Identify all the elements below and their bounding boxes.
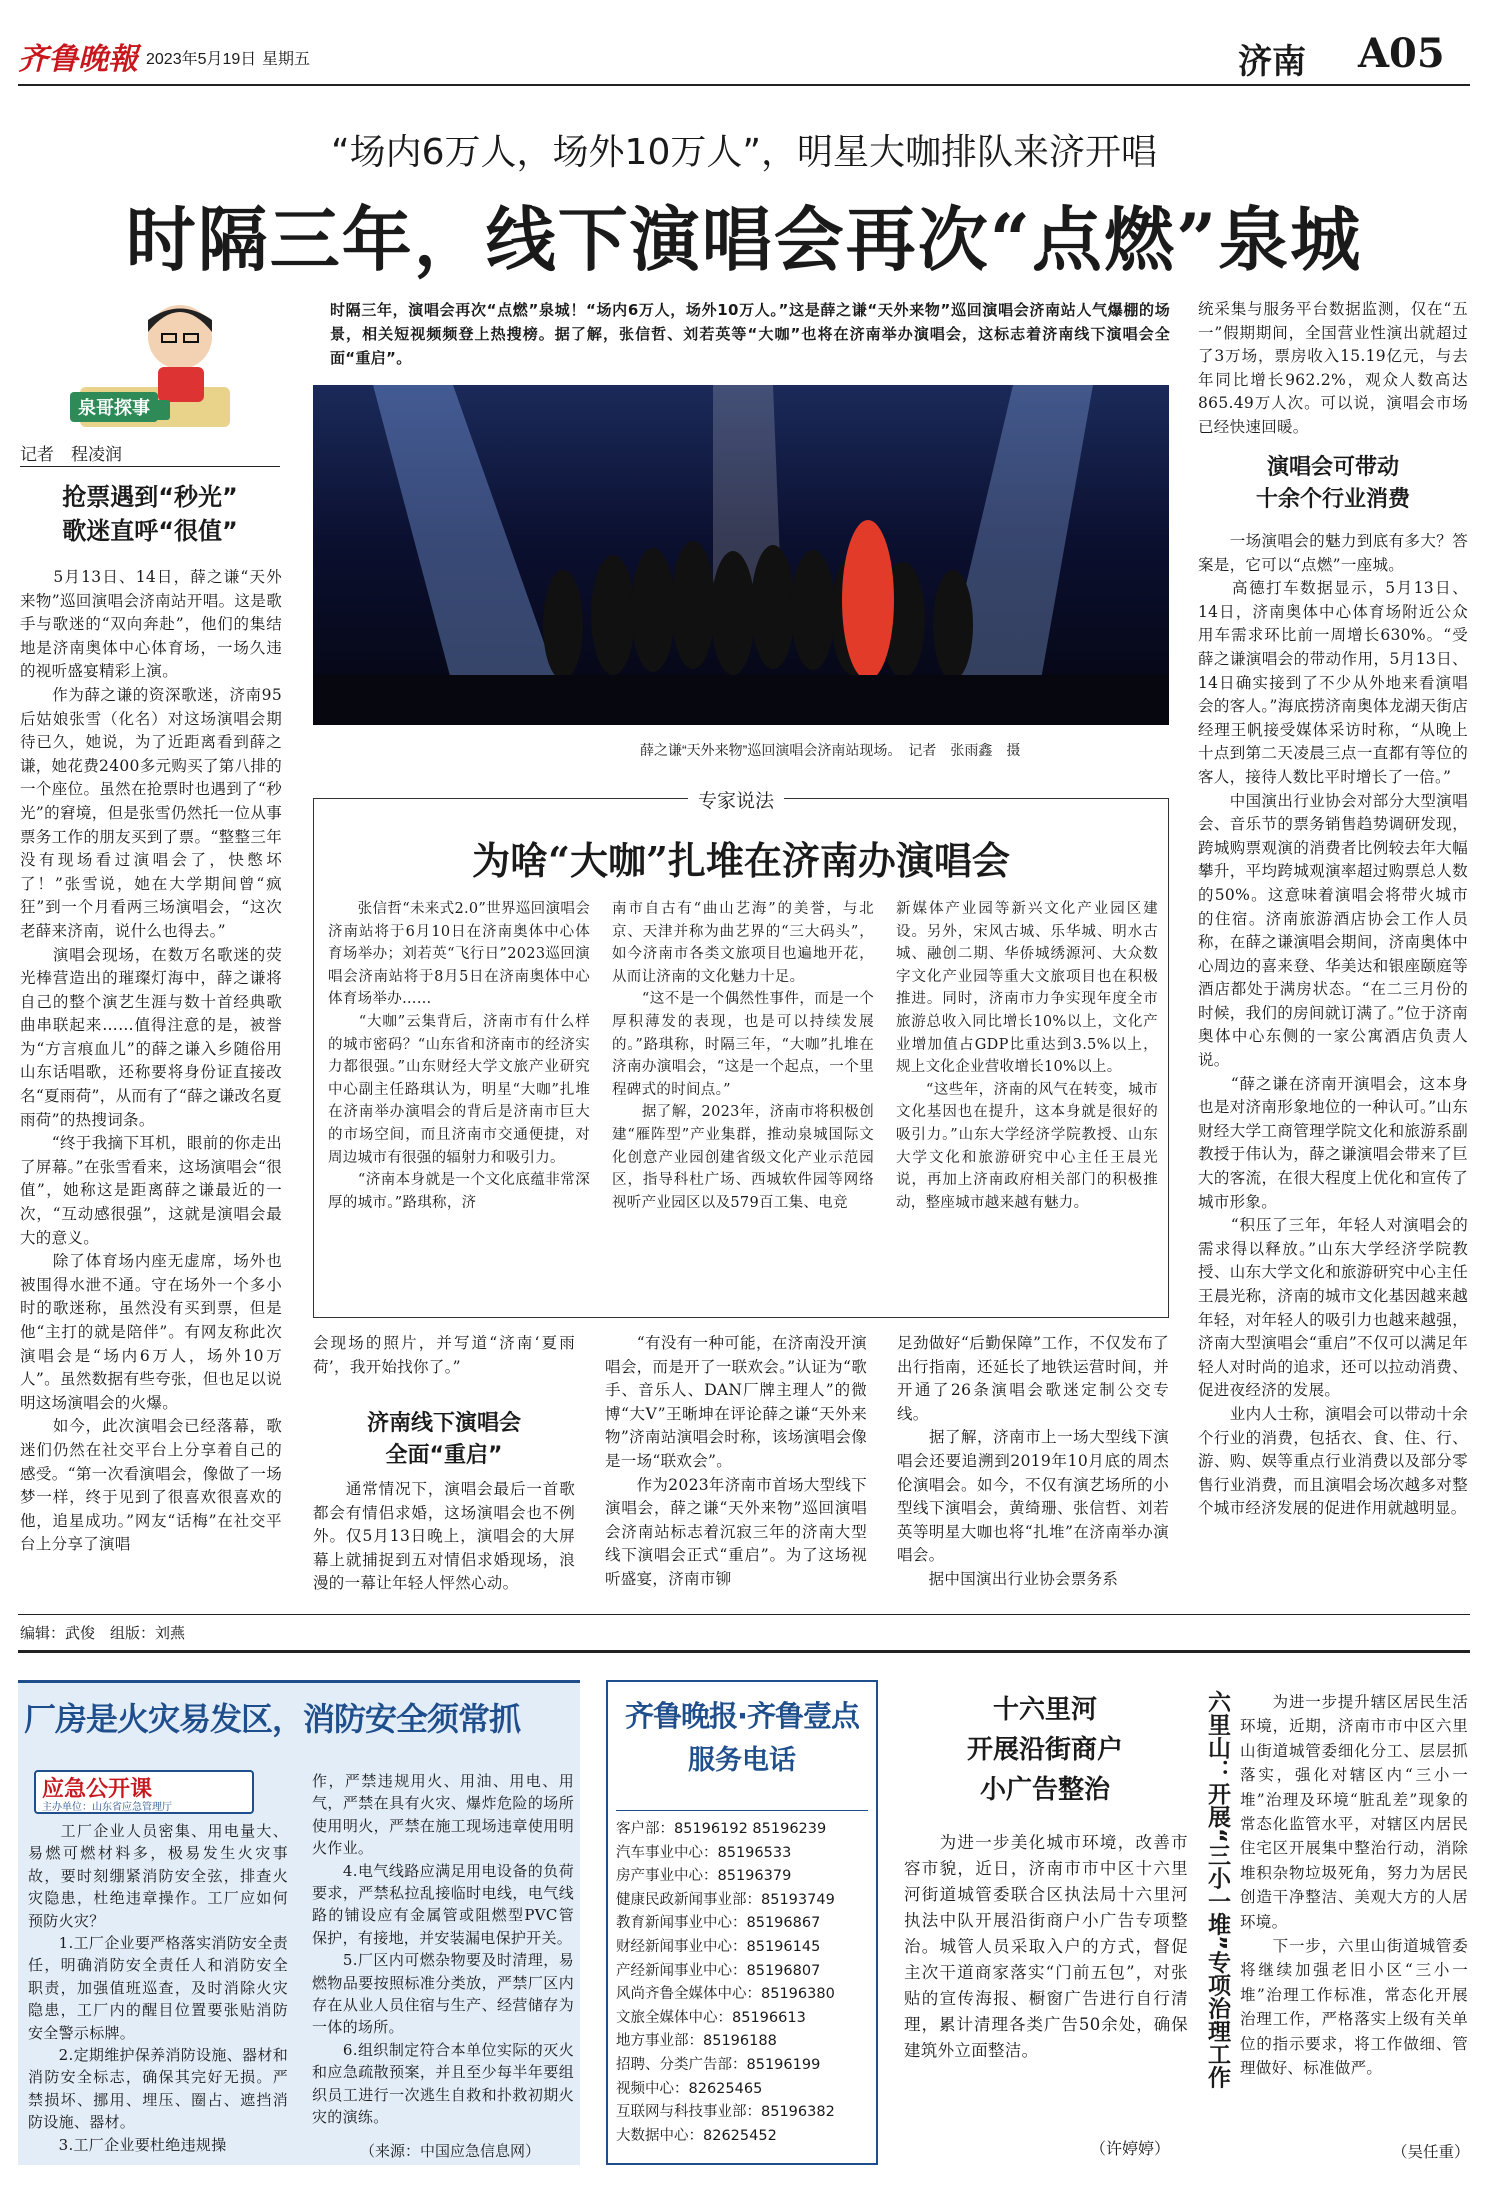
article-lead: 时隔三年，演唱会再次“点燃”泉城！“场内6万人，场外10万人。”这是薛之谦“天外来物”巡回演唱会济南站人气爆棚的场景，相关短视频频登上热搜榜。据了解，张信哲、刘若英等“大咖”也将在济南举办演唱会，这标志着济南线下演唱会全面“重启”。 [330, 301, 1170, 367]
service-line [616, 1842, 876, 1866]
service-label: 汽车事业中心： [616, 1844, 718, 1861]
service-number: 82625465 [688, 2080, 763, 2097]
expert-col-3: 新媒体产业园等新兴文化产业园区建设。另外，宋风古城、乐华城、明水古城、融创二期、华侨城绣源河、大众数字文化产业园等重大文旅项目也在积极推进。同时，济南市力争实现年度全市旅游总收入同比增长10%以上，文化产业增加值占GDP比重达到3.5%以上，规上文化企业营收增长10%以上。 “这些年，济南的风气在转变，城市文化基因也在提升，这本身就是很好的吸引力。”山东大学经济学院教授、山东大学文化和旅游研究中心主任王晨光说，再加上济南政府相关部门的积极推动，整座城市越来越有魅力。 [896, 901, 1158, 1211]
photo-caption: 薛之谦“天外来物”巡回演唱会济南站现场。 记者 张雨鑫 摄 [640, 742, 1021, 758]
service-number: 85196867 [746, 1915, 821, 1932]
column-two-body: 通常情况下，演唱会最后一首歌都会有情侣求婚，这场演唱会也不例外。仅5月13日晚上，演唱会的大屏幕上就捕捉到五对情侣求婚现场，浪漫的一幕让年轻人怦然心动。 [313, 1480, 575, 1593]
service-line [616, 1865, 876, 1889]
service-line [616, 1912, 876, 1936]
service-line [616, 2030, 876, 2054]
service-list [616, 1818, 876, 2148]
liulishan-title: 六里山：开展“三小一堆”专项治理工作 [1204, 1690, 1230, 2089]
masthead: 齐鲁晚報 [18, 42, 138, 77]
column-one-text: 5月13日、14日，薛之谦“天外来物”巡回演唱会济南站开唱。这是歌手与歌迷的“双向奔赴”，他们的集结地是济南奥体中心体育场，一场久违的视听盛宴精彩上演。 作为薛之谦的资深歌迷，济南95后姑娘张雪（化名）对这场演唱会期待已久，她说，为了近距离看到薛之谦，她花费2400多元购买了第八排的一个座位。虽然在抢票时也遇到了“秒光”的窘境，但是张雪仍然托一位从事票务工作的朋友买到了票。“整整三年没有现场看过演唱会了，快憋坏了！”张雪说，她在大学期间曾“疯狂”到一个月看两三场演唱会，“这次老薛来济南，说什么也得去。” 演唱会现场，在数万名歌迷的荧光棒营造出的璀璨灯海中，薛之谦将自己的整个演艺生涯与数十首经典歌曲串联起来……值得注意的是，被誉为“方言痕血儿”的薛之谦入乡随俗用山东话唱歌，还称要将身份证直接改名“夏雨荷”，从而有了“薛之谦改名夏雨荷”的热搜词条。 “终于我摘下耳机，眼前的你走出了屏幕。”在张雪看来，这场演唱会“很值”，她称这是距离薛之谦最近的一次，“互动感很强”，这就是演唱会最大的意义。 除了体育场内座无虚席，场外也被围得水泄不通。守在场外一个多小时的歌迷称，虽然没有买到票，但是他“主打的就是陪伴”。有网友称此次演唱会是“场内6万人，场外10万人”。虽然数据有些夸张，但也足以说明这场演唱会的火爆。 如今，此次演唱会已经落幕，歌迷们仍然在社交平台上分享着自己的感受。“第一次看演唱会，像做了一场梦一样，终于见到了很喜欢很喜欢的他，追星成功。”网友“话梅”在社交平台上分享了演唱 [20, 568, 282, 1554]
concert-photo [313, 385, 1169, 725]
column-two-text: 会现场的照片，并写道“济南‘夏雨荷’，我开始找你了。” [313, 1334, 575, 1376]
fire-safety-title: 厂房是火灾易发区，消防安全须常抓 [24, 1700, 521, 1738]
subheading-tickets: 抢票遇到“秒光” 歌迷直呼“很值” [62, 483, 238, 545]
service-rule [616, 1810, 868, 1811]
service-number: 85196145 [746, 1938, 821, 1955]
column-four-text: 足劲做好“后勤保障”工作，不仅发布了出行指南，还延长了地铁运营时间，并开通了26条演唱会歌迷定制公交专线。 据了解，济南市上一场大型线下演唱会还要追溯到2019年10月底的周杰伦演唱会。如今，不仅有演艺场所的小型线下演唱会，黄绮珊、张信哲、刘若英等明星大咖也将“扎堆”在济南举办演唱会。 据中国演出行业协会票务系 [897, 1334, 1169, 1588]
editor-credits: 编辑：武俊 组版：刘燕 [20, 1625, 186, 1642]
editor-rule [18, 1614, 1470, 1615]
service-number: 85196188 [703, 2033, 777, 2050]
service-label: 招聘、分类广告部： [616, 2056, 747, 2073]
right-column-body: 一场演唱会的魅力到底有多大？答案是，它可以“点燃”一座城。 高德打车数据显示，5月13日、14日，济南奥体中心体育场附近公众用车需求环比前一周增长630%。“受薛之谦演唱会的带动作用，5月13日、14日确实接到了不少从外地来看演唱会的客人。”海底捞济南奥体龙湖天街店经理王帆接受媒体采访时称，“从晚上十点到第二天凌晨三点一直都有等位的客人，接待人数比平时增长了一倍。” 中国演出行业协会对部分大型演唱会、音乐节的票务销售趋势调研发现，跨城购票观演的消费者比例较去年大幅攀升，平均跨城观演率超过购票总人数的50%。这意味着演唱会将带火城市的住宿。济南旅游酒店协会工作人员称，在薛之谦演唱会期间，济南奥体中心周边的喜来登、华美达和银座颐庭等酒店都处于满房状态。“在二三月份的时候，我们的房间就订满了。”位于济南奥体中心东侧的一家公寓酒店负责人说。 “薛之谦在济南开演唱会，这本身也是对济南形象地位的一种认可。”山东财经大学工商管理学院文化和旅游系副教授于伟认为，薛之谦演唱会带来了巨大的客流，在很大程度上优化和宣传了城市形象。 “积压了三年，年轻人对演唱会的需求得以释放。”山东大学经济学院教授、山东大学文化和旅游研究中心主任王晨光称，济南的城市文化基因越来越年轻，对年轻人的吸引力也越来越强，济南大型演唱会“重启”不仅可以满足年轻人对时尚的追求，还可以拉动消费、促进夜经济的发展。 业内人士称，演唱会可以带动十余个行业的消费，包括衣、食、住、行、游、购、娱等重点行业消费以及部分零售行业消费，而且演唱会场次越多对整个城市经济发展的促进作用就越明显。 [1198, 532, 1468, 1518]
bottom-section-rule [18, 1650, 1470, 1653]
shop-article-author: （许婷婷） [1090, 2139, 1171, 2158]
service-number: 85196199 [746, 2056, 821, 2073]
service-label: 教育新闻事业中心： [616, 1915, 747, 1932]
service-label: 风尚齐鲁全媒体中心： [616, 1986, 761, 2003]
service-label: 地方事业部： [616, 2033, 703, 2050]
service-subtitle: 服务电话 [688, 1745, 796, 1776]
service-line [616, 2078, 876, 2102]
service-number: 85196192 85196239 [674, 1821, 827, 1837]
service-number: 85196380 [761, 1986, 835, 2003]
subheading-restart: 济南线下演唱会 全面“重启” [366, 1411, 521, 1468]
fire-logo-text: 应急公开课 [42, 1776, 153, 1801]
service-label: 客户部： [616, 1821, 674, 1837]
fire-safety-source: （来源：中国应急信息网） [360, 2142, 541, 2160]
service-label: 文旅全媒体中心： [616, 2009, 732, 2026]
expert-col-2: 南市自古有“曲山艺海”的美誉，与北京、天津并称为曲艺界的“三大码头”，如今济南市各类文旅项目也遍地开花，从而让济南的文化魅力十足。 “这不是一个偶然性事件，而是一个厚积薄发的表现，也是可以持续发展的。”路琪称，时隔三年，“大咖”扎堆在济南办演唱会，“这是一个起点，一个里程碑式的时间点。” 据了解，2023年，济南市将积极创建“雁阵型”产业集群，推动泉城国际文化创意产业园创建省级文化产业示范园区，指导科杜广场、西城软件园等网络视听产业园区以及579百工集、电竞 [612, 901, 874, 1211]
service-line [616, 1889, 876, 1913]
service-line [616, 1818, 876, 1842]
column-three-text: “有没有一种可能，在济南没开演唱会，而是开了一联欢会。”认证为“歌手、音乐人、DAN厂牌主理人”的微博“大V”王晰坤在评论薛之谦“天外来物”济南站演唱会时称，该场演唱会像是一场“联欢会”。 作为2023年济南市首场大型线下演唱会，薛之谦“天外来物”巡回演唱会济南站标志着沉寂三年的济南大型线下演唱会正式“重启”。为了这场视听盛宴，济南市铆 [605, 1334, 867, 1588]
liulishan-author: （吴任重） [1392, 2143, 1470, 2161]
service-line [616, 2125, 876, 2149]
service-line [616, 2054, 876, 2078]
fire-safety-text-1: 工厂企业人员密集、用电量大、易燃可燃材料多，极易发生火灾事故，要时刻绷紧消防安全弦，排查火灾隐患，杜绝违章操作。工厂应如何预防火灾？ 1.工厂企业要严格落实消防安全责任，明确消防安全责任人和消防安全职责，加强值班巡查，及时消除火灾隐患，工厂内的醒目位置要张贴消防安全警示标牌。 2.定期维护保养消防设施、器材和消防安全标志，确保其完好无损。严禁损坏、挪用、埋压、圈占、遮挡消防设施、器材。 3.工厂企业要杜绝违规操 [28, 1822, 288, 2154]
service-label: 产经新闻事业中心： [616, 1962, 747, 1979]
expert-col-1: 张信哲“未来式2.0”世界巡回演唱会济南站将于6月10日在济南奥体中心体育场举办；刘若英“飞行日”2023巡回演唱会济南站将于8月5日在济南奥体中心体育场举办…… “大咖”云集背后，济南市有什么样的城市密码？“山东省和济南市的经济实力都很强。”山东财经大学文旅产业研究中心副主任路琪认为，明星“大咖”扎堆在济南举办演唱会的背后是济南市巨大的市场空间，而且济南市交通便捷，对周边城市有很强的辐射力和吸引力。 “济南本身就是一个文化底蕴非常深厚的城市。”路琪称，济 [328, 901, 590, 1211]
right-column-top: 统采集与服务平台数据监测，仅在“五一”假期期间，全国营业性演出就超过了3万场，票房收入15.19亿元，与去年同比增长962.2%，观众人数高达865.49万人次。可以说，演唱会市场已经快速回暖。 [1198, 300, 1468, 436]
service-label: 财经新闻事业中心： [616, 1938, 747, 1955]
service-number: 85193749 [761, 1891, 835, 1908]
service-label: 房产事业中心： [616, 1868, 718, 1885]
service-label: 健康民政新闻事业部： [616, 1891, 761, 1908]
section-name: 济南 [1238, 42, 1306, 82]
article-headline: 时隔三年，线下演唱会再次“点燃”泉城 [125, 198, 1363, 281]
service-line [616, 1983, 876, 2007]
service-label: 视频中心： [616, 2080, 689, 2097]
page-number: A05 [1358, 30, 1445, 77]
expert-title: 为啥“大咖”扎堆在济南办演唱会 [472, 838, 1010, 883]
service-number: 85196613 [732, 2009, 806, 2026]
expert-tag: 专家说法 [688, 786, 784, 813]
service-number: 85196533 [717, 1844, 792, 1861]
service-label: 大数据中心： [616, 2127, 703, 2144]
service-number: 82625452 [703, 2127, 777, 2144]
fire-safety-text-2: 作，严禁违规用火、用油、用电、用气，严禁在具有火灾、爆炸危险的场所使用明火，严禁在施工现场违章使用明火作业。 4.电气线路应满足用电设备的负荷要求，严禁私拉乱接临时电线，电气线路的铺设应有金属管或阻燃型PVC管保护，有接地，并安装漏电保护开关。 5.厂区内可燃杂物要及时清理，易燃物品要按照标准分类放，严禁厂区内存在从业人员住宿与生产、经营储存为一体的场所。 6.组织制定符合本单位实际的灭火和应急疏散预案，并且至少每半年要组织员工进行一次逃生自救和扑救初期火灾的演练。 [312, 1772, 574, 2127]
shop-article-text: 为进一步美化城市环境，改善市容市貌，近日，济南市市中区十六里河街道城管委联合区执法局十六里河执法中队开展沿街商户小广告专项整治。城管人员采取入户的方式，督促主次干道商家落实“门前五包”，对张贴的宣传海报、橱窗广告进行自行清理，累计清理各类广告50余处，确保建筑外立面整洁。 [904, 1833, 1188, 2060]
service-title: 齐鲁晚报·齐鲁壹点 [624, 1699, 860, 1733]
subheading-consumption: 演唱会可带动 十余个行业消费 [1255, 455, 1410, 512]
column-badge: 泉哥探事 [70, 392, 158, 422]
service-line [616, 1960, 876, 1984]
service-line [616, 2101, 876, 2125]
service-number: 85196807 [746, 1962, 821, 1979]
fire-safety-logo-icon [34, 1770, 254, 1814]
header-rule [18, 84, 1470, 86]
service-label: 互联网与科技事业部： [616, 2104, 761, 2121]
service-line [616, 1936, 876, 1960]
service-number: 85196382 [761, 2104, 835, 2121]
issue-weekday: 星期五 [262, 51, 311, 68]
service-line [616, 2007, 876, 2031]
service-number: 85196379 [717, 1868, 792, 1885]
fire-logo-sub: 主办单位：山东省应急管理厅 [42, 1802, 172, 1813]
byline-rule [20, 466, 280, 467]
reporter-byline: 记者 程凌润 [20, 445, 122, 464]
liulishan-text: 为进一步提升辖区居民生活环境，近期，济南市市中区六里山街道城管委细化分工、层层抓落实，强化对辖区内“三小一堆”治理及环境“脏乱差”现象的常态化监管水平，对辖区内居民住宅区开展集中整治行动，消除堆积杂物垃圾死角，努力为居民创造干净整洁、美观大方的人居环境。 下一步，六里山街道城管委将继续加强老旧小区“三小一堆”治理工作标准，常态化开展治理工作，严格落实上级有关单位的指示要求，将工作做细、管理做好、标准做严。 [1240, 1693, 1468, 2078]
article-kicker: “场内6万人，场外10万人”，明星大咖排队来济开唱 [330, 132, 1157, 173]
issue-date: 2023年5月19日 [146, 51, 257, 68]
shop-article-title: 十六里河 开展沿街商户 小广告整治 [966, 1695, 1123, 1805]
